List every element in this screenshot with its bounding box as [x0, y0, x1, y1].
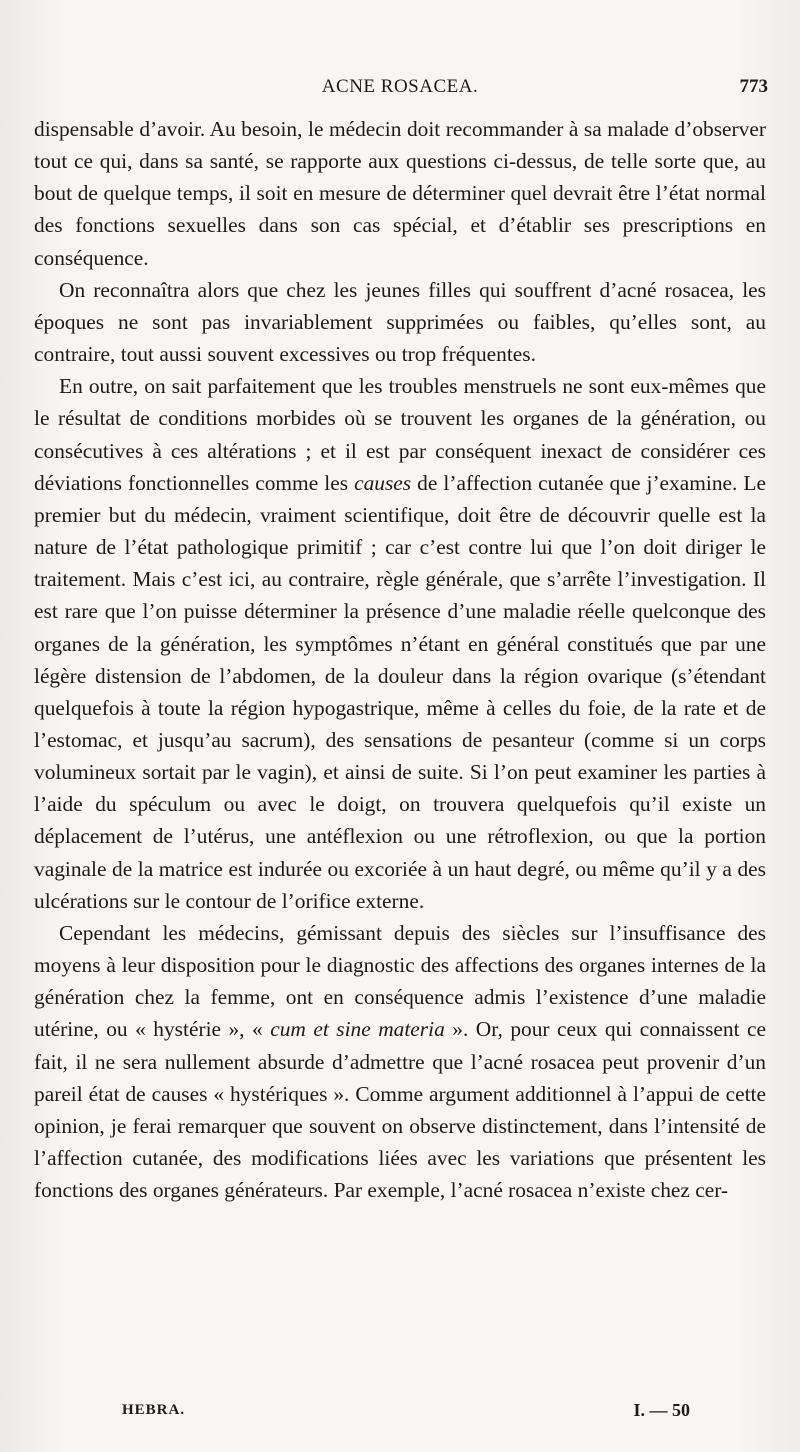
running-title: ACNE ROSACEA. — [321, 76, 479, 97]
page-footer — [0, 1402, 800, 1432]
running-head — [0, 76, 800, 106]
paragraph-2-text: On reconnaîtra alors que chez les jeunes filles qui souffrent d’acné rosacea, les époques ne sont pas invariablement supprimées ou faibles, qu’elles sont, au contraire, tout aussi souvent excessives ou trop fréquentes. — [34, 277, 766, 367]
paragraph-1-text: dispensable d’avoir. Au besoin, le médecin doit recommander à sa malade d’observer tout ce qui, dans sa santé, se rapporte aux questions ci-dessus, de telle sorte que, au bout de quelque temps, il soit en mesure de déterminer quel devrait être l’état normal des fonctions sexuelles dans son cas spécial, et d’établir ses prescriptions en conséquence. — [34, 117, 766, 270]
paragraph-2 — [34, 274, 766, 370]
page-number: 773 — [739, 76, 768, 97]
paragraph-3-text-after: de l’affection cutanée que j’examine. Le premier but du médecin, vraiment scientifique, doit être de découvrir quelle est la nature de l’état pathologique primitif ; car c’est contre lui que l’on doit diriger le traitement. Mais c’est ici, au contraire, règle générale, que s’arrête l’investigation. Il est rare que l’on puisse déterminer la présence d’une maladie réelle quelconque des organes de la génération, les symptômes n’étant en général constitués que par une légère distension de l’abdomen, de la douleur dans la région ovarique (s’étendant quelquefois à toute la région hypogastrique, même à celles du foie, de la rate et de l’estomac, et jusqu’au sacrum), des sensations de pesanteur (comme si un corps volumineux sortait par le vagin), et ainsi de suite. Si l’on peut examiner les parties à l’aide du spéculum ou avec le doigt, on trouvera quelquefois qu’il existe un déplacement de l’utérus, une antéflexion ou une rétroflexion, ou que la portion vaginale de la matrice est indurée ou excoriée à un haut degré, ou même qu’il y a des ulcérations sur le contour de l’orifice externe. — [34, 470, 766, 913]
paragraph-1 — [34, 113, 766, 274]
footer-sheet-mark: I. — 50 — [633, 1400, 690, 1420]
paragraph-4-text-before: Cependant les médecins, gémissant depuis des siècles sur l’insuffisance des moyens à leur disposition pour le diagnostic des affections des organes internes de la génération chez la femme, ont en conséquence admis l’existence d’une maladie utérine, ou « hystérie », « — [34, 920, 766, 1042]
paragraph-4-text-after: ». Or, pour ceux qui connaissent ce fait, il ne sera nullement absurde d’admettre que l’acné rosacea peut provenir d’un pareil état de causes « hystériques ». Comme argument additionnel à l’appui de cette opinion, je ferai remarquer que souvent on observe distinctement, dans l’intensité de l’affection cutanée, des modifications liées avec les variations que présentent les fonctions des organes générateurs. Par exemple, l’acné rosacea n’existe chez cer- — [34, 1017, 767, 1203]
paragraph-3-text-before: En outre, on sait parfaitement que les troubles menstruels ne sont eux-mêmes que le résultat de conditions morbides où se trouvent les organes de la génération, ou consécutives à ces altérations ; et il est par conséquent inexact de considérer ces déviations fonctionnelles comme les — [34, 374, 766, 495]
paragraph-3 — [34, 370, 766, 917]
paragraph-3-emphasis: causes — [354, 470, 412, 495]
paragraph-4-emphasis: cum et sine materia — [270, 1017, 445, 1042]
body-text — [34, 113, 766, 1206]
footer-signature: HEBRA. — [122, 1402, 186, 1418]
paragraph-4 — [34, 917, 766, 1206]
